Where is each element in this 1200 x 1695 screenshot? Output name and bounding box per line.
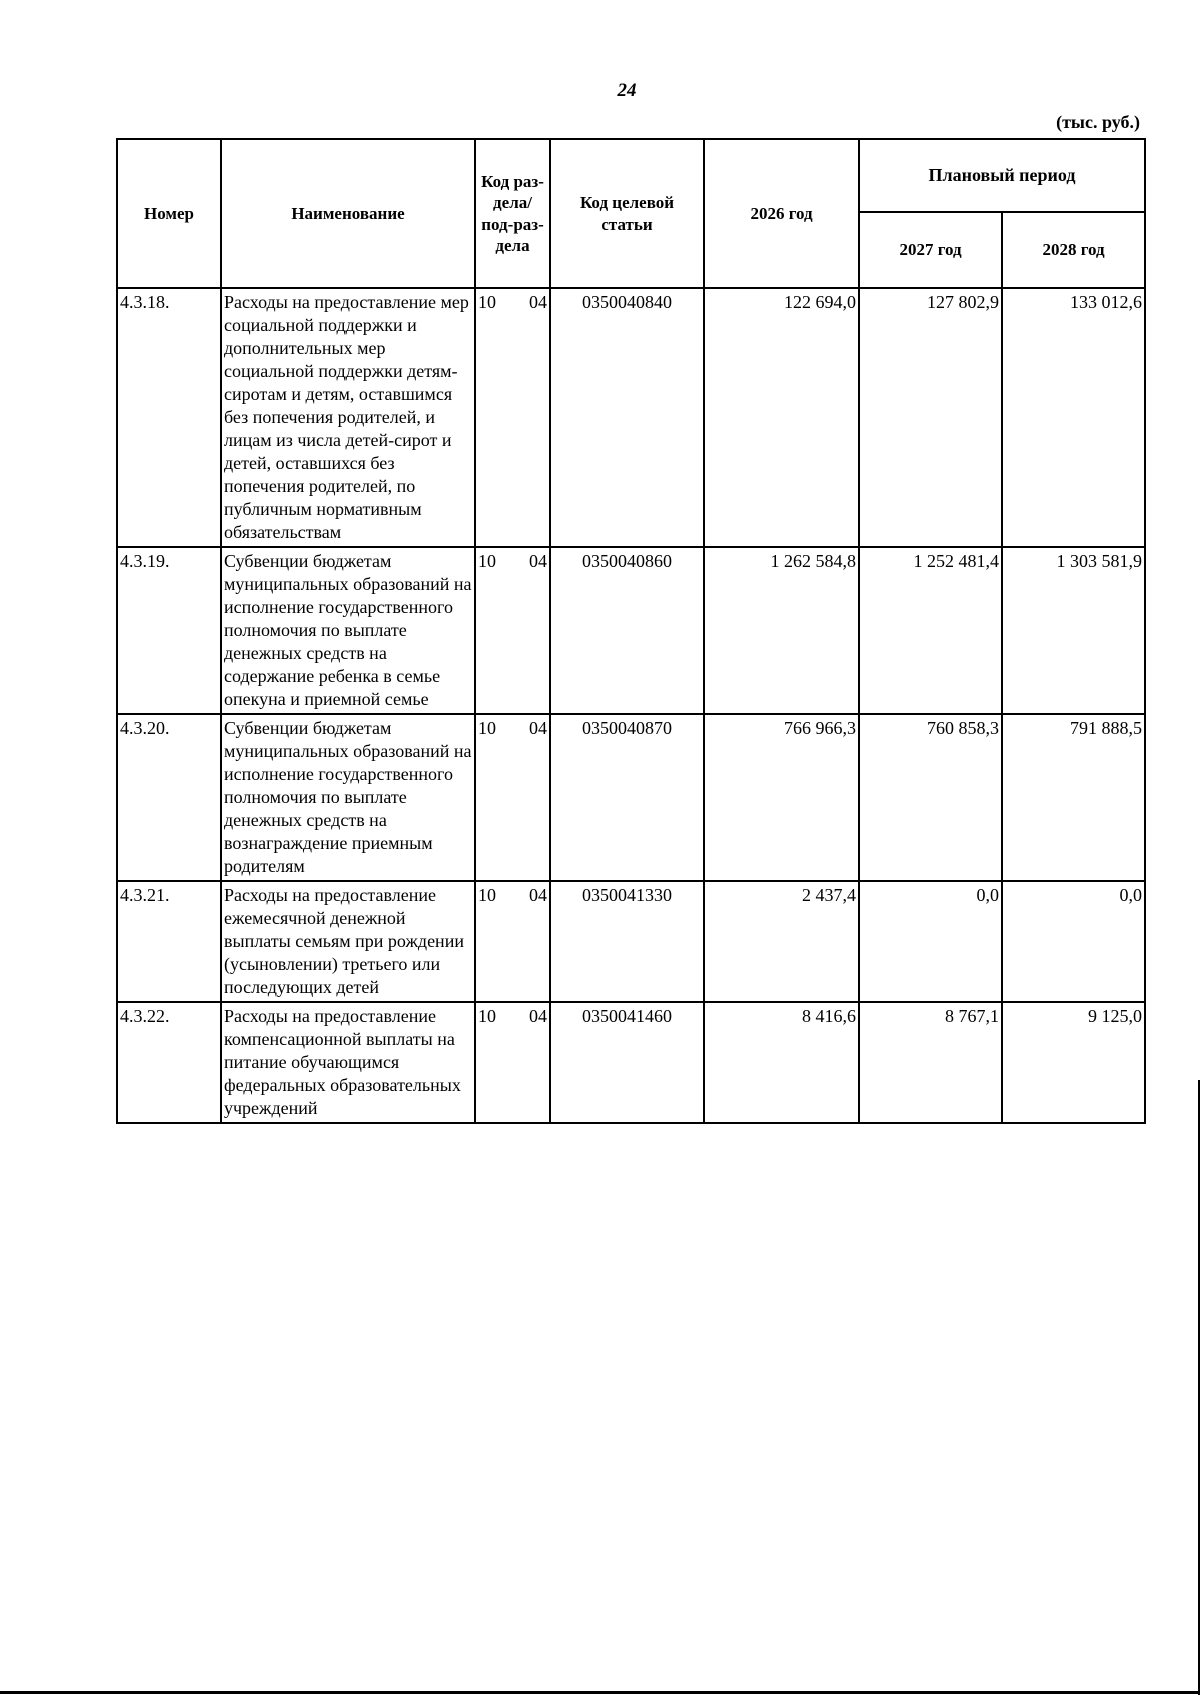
row-amount-2028: 0,0 bbox=[1002, 881, 1145, 1002]
header-name: Наименование bbox=[221, 139, 475, 288]
header-year-2027: 2027 год bbox=[859, 212, 1002, 288]
row-amount-2026: 1 262 584,8 bbox=[704, 547, 859, 714]
row-target-code: 0350041460 bbox=[550, 1002, 704, 1123]
table-row bbox=[117, 547, 1145, 714]
row-name: Субвенции бюджетам муниципальных образований на исполнение государственного полномочия по выплате денежных средств на вознаграждение приемным родителям bbox=[221, 714, 475, 881]
budget-table bbox=[116, 138, 1146, 1124]
row-section: 10 bbox=[475, 547, 513, 714]
row-section: 10 bbox=[475, 881, 513, 1002]
row-number: 4.3.22. bbox=[117, 1002, 221, 1123]
row-amount-2028: 1 303 581,9 bbox=[1002, 547, 1145, 714]
row-name: Субвенции бюджетам муниципальных образований на исполнение государственного полномочия по выплате денежных средств на содержание ребенка в семье опекуна и приемной семье bbox=[221, 547, 475, 714]
page-number: 24 bbox=[617, 80, 637, 101]
row-name: Расходы на предоставление компенсационной выплаты на питание обучающимся федеральных образовательных учреждений bbox=[221, 1002, 475, 1123]
row-subsection: 04 bbox=[513, 1002, 550, 1123]
header-target-code: Код целевой статьи bbox=[550, 139, 704, 288]
row-target-code: 0350040860 bbox=[550, 547, 704, 714]
row-section: 10 bbox=[475, 1002, 513, 1123]
header-section-code: Код раз-дела/ под-раз-дела bbox=[475, 139, 550, 288]
row-section: 10 bbox=[475, 288, 513, 547]
units-label: (тыс. руб.) bbox=[1056, 112, 1140, 132]
row-subsection: 04 bbox=[513, 547, 550, 714]
row-number: 4.3.20. bbox=[117, 714, 221, 881]
row-amount-2026: 2 437,4 bbox=[704, 881, 859, 1002]
row-number: 4.3.18. bbox=[117, 288, 221, 547]
row-name: Расходы на предоставление мер социальной поддержки и дополнительных мер социальной поддержки детям-сиротам и детям, оставшимся без попечения родителей, и лицам из числа детей-сирот и детей, оставшихся без попечения родителей, по публичным нормативным обязательствам bbox=[221, 288, 475, 547]
row-amount-2027: 1 252 481,4 bbox=[859, 547, 1002, 714]
header-number: Номер bbox=[117, 139, 221, 288]
scan-edge-bottom bbox=[0, 1691, 1200, 1694]
row-amount-2028: 791 888,5 bbox=[1002, 714, 1145, 881]
row-amount-2026: 766 966,3 bbox=[704, 714, 859, 881]
row-amount-2027: 127 802,9 bbox=[859, 288, 1002, 547]
row-name: Расходы на предоставление ежемесячной денежной выплаты семьям при рождении (усыновлении) третьего или последующих детей bbox=[221, 881, 475, 1002]
table-row bbox=[117, 881, 1145, 1002]
row-amount-2027: 760 858,3 bbox=[859, 714, 1002, 881]
header-planned-period: Плановый период bbox=[859, 139, 1145, 212]
header-year-2026: 2026 год bbox=[704, 139, 859, 288]
row-target-code: 0350040840 bbox=[550, 288, 704, 547]
table-header bbox=[117, 139, 1145, 288]
row-amount-2028: 133 012,6 bbox=[1002, 288, 1145, 547]
row-section: 10 bbox=[475, 714, 513, 881]
header-year-2028: 2028 год bbox=[1002, 212, 1145, 288]
table-row bbox=[117, 714, 1145, 881]
row-amount-2027: 0,0 bbox=[859, 881, 1002, 1002]
row-subsection: 04 bbox=[513, 881, 550, 1002]
row-subsection: 04 bbox=[513, 714, 550, 881]
row-amount-2026: 122 694,0 bbox=[704, 288, 859, 547]
row-subsection: 04 bbox=[513, 288, 550, 547]
table-body bbox=[117, 288, 1145, 1123]
table-row bbox=[117, 288, 1145, 547]
row-target-code: 0350040870 bbox=[550, 714, 704, 881]
row-amount-2027: 8 767,1 bbox=[859, 1002, 1002, 1123]
row-number: 4.3.21. bbox=[117, 881, 221, 1002]
row-amount-2026: 8 416,6 bbox=[704, 1002, 859, 1123]
row-number: 4.3.19. bbox=[117, 547, 221, 714]
row-amount-2028: 9 125,0 bbox=[1002, 1002, 1145, 1123]
table-row bbox=[117, 1002, 1145, 1123]
row-target-code: 0350041330 bbox=[550, 881, 704, 1002]
